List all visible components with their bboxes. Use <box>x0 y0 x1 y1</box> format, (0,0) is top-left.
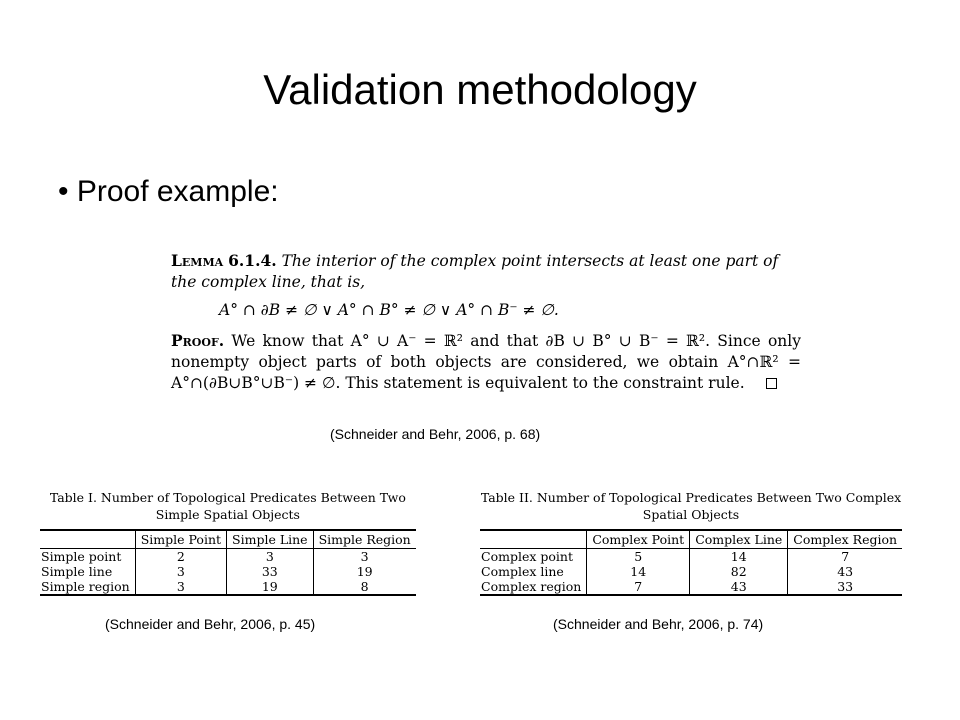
table1-caption-line1: Table I. Number of Topological Predicates Between Two <box>49 490 406 505</box>
table-row <box>40 564 416 579</box>
table1-header-row <box>40 530 416 549</box>
table-cell: 8 <box>313 579 416 595</box>
lemma-label: Lemma <box>171 251 224 270</box>
table-row <box>480 549 902 565</box>
table-cell: 3 <box>135 564 226 579</box>
lemma-statement: The interior of the complex point intersects at least one part of the complex line, that is, <box>171 252 779 291</box>
table-cell: 2 <box>135 549 226 565</box>
table-cell: 43 <box>788 564 902 579</box>
slide-title: Validation methodology <box>263 66 697 113</box>
table1-caption <box>40 489 416 523</box>
table-cell: 43 <box>690 579 788 595</box>
row-label: Complex point <box>481 549 573 564</box>
table-cell: 7 <box>788 549 902 565</box>
row-label: Simple line <box>41 564 113 579</box>
table2-header: Complex Region <box>788 530 902 549</box>
table-cell: 3 <box>227 549 314 565</box>
table1-header: Simple Region <box>313 530 416 549</box>
table-cell: 14 <box>587 564 690 579</box>
table-row <box>480 564 902 579</box>
lemma-block <box>171 250 801 394</box>
table-row <box>40 579 416 595</box>
table-row <box>480 579 902 595</box>
table2-header-corner <box>480 530 587 549</box>
qed-box-icon <box>766 378 777 389</box>
proof-paragraph <box>171 330 801 394</box>
table-cell: 14 <box>690 549 788 565</box>
citation-table1: (Schneider and Behr, 2006, p. 45) <box>105 616 316 632</box>
proof-text: We know that A° ∪ A⁻ = ℝ² and that ∂B ∪ B° ∪ B⁻ = ℝ². Since only nonempty object parts of both objects are considered, we obtain A°∩ℝ² = A°∩(∂B∪B°∪B⁻) ≠ ∅. This statement is equivalent to the constraint rule. <box>171 332 801 392</box>
table-cell: 3 <box>313 549 416 565</box>
table1-container <box>40 489 416 596</box>
table-cell: 5 <box>587 549 690 565</box>
table1-caption-line2: Simple Spatial Objects <box>155 507 300 522</box>
table2 <box>480 529 902 596</box>
table2-container <box>480 489 902 596</box>
table2-caption-line2: Spatial Objects <box>642 507 740 522</box>
table2-header: Complex Point <box>587 530 690 549</box>
table1 <box>40 529 416 596</box>
table1-header-corner <box>40 530 135 549</box>
citation-table2: (Schneider and Behr, 2006, p. 74) <box>553 616 764 632</box>
table-cell: 7 <box>587 579 690 595</box>
citation-lemma: (Schneider and Behr, 2006, p. 68) <box>330 426 541 442</box>
lemma-heading <box>171 250 801 293</box>
table-cell: 3 <box>135 579 226 595</box>
table2-caption <box>480 489 902 523</box>
row-label: Complex region <box>481 579 582 594</box>
table-cell: 33 <box>227 564 314 579</box>
lemma-number: 6.1.4. <box>228 251 277 270</box>
table2-header-row <box>480 530 902 549</box>
table-row <box>40 549 416 565</box>
table-cell: 19 <box>227 579 314 595</box>
table-cell: 82 <box>690 564 788 579</box>
proof-label: Proof. <box>171 331 225 350</box>
row-label: Simple region <box>41 579 130 594</box>
table-cell: 19 <box>313 564 416 579</box>
bullet-proof-example: • Proof example: <box>58 175 279 208</box>
table1-header: Simple Point <box>135 530 226 549</box>
row-label: Simple point <box>41 549 122 564</box>
row-label: Complex line <box>481 564 564 579</box>
table2-header: Complex Line <box>690 530 788 549</box>
table2-caption-line1: Table II. Number of Topological Predicates Between Two Complex <box>480 490 902 505</box>
table-cell: 33 <box>788 579 902 595</box>
table1-header: Simple Line <box>227 530 314 549</box>
lemma-formula: A° ∩ ∂B ≠ ∅ ∨ A° ∩ B° ≠ ∅ ∨ A° ∩ B⁻ ≠ ∅. <box>219 301 559 319</box>
